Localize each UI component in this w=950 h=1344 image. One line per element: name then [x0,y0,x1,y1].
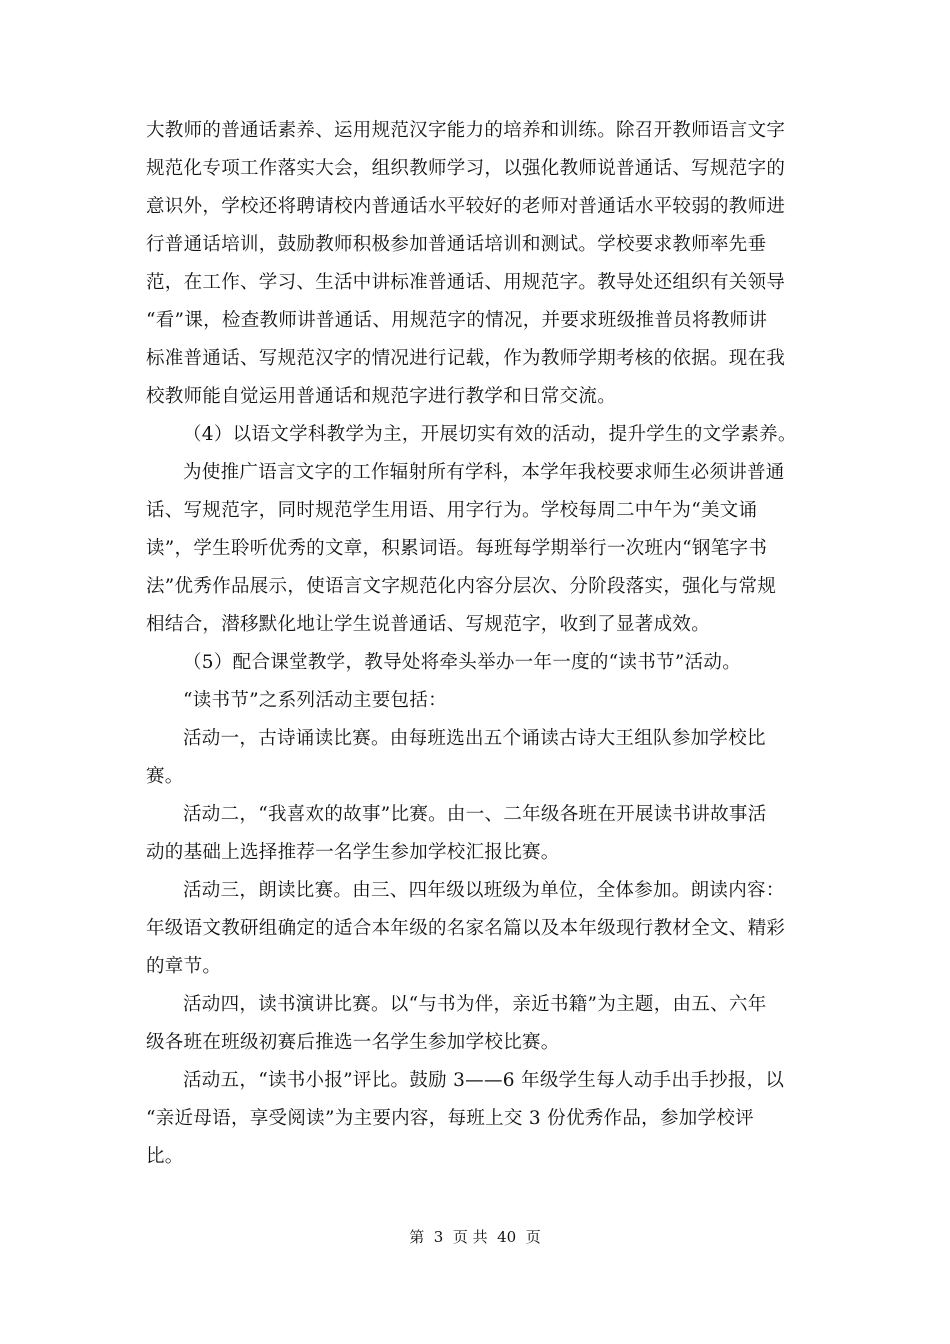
body-text-line: 级各班在班级初赛后推选一名学生参加学校比赛。 [146,1032,560,1053]
body-text-line: 比。 [146,1146,184,1167]
body-text-line: 大教师的普通话素养、运用规范汉字能力的培养和训练。除召开教师语言文字 [146,120,786,141]
body-text-line: 读”，学生聆听优秀的文章，积累词语。每班每学期举行一次班内“钢笔字书 [146,538,768,559]
section-heading-4: （4）以语文学科教学为主，开展切实有效的活动，提升学生的文学素养。 [183,424,797,445]
body-text-line: 赛。 [146,766,184,787]
body-text-line: 行普通话培训，鼓励教师积极参加普通话培训和测试。学校要求教师率先垂 [146,234,767,255]
body-text-line: 为使推广语言文字的工作辐射所有学科，本学年我校要求师生必须讲普通 [183,462,785,483]
body-text-line: 话、写规范字，同时规范学生用语、用字行为。学校每周二中午为“美文诵 [146,500,758,521]
body-text-line: 意识外，学校还将聘请校内普通话水平较好的老师对普通话水平较弱的教师进 [146,196,786,217]
page-number-footer: 第 3 页 共 40 页 [409,1228,541,1246]
body-text-line: 的章节。 [146,956,222,977]
body-text-line: 相结合，潜移默化地让学生说普通话、写规范字，收到了显著成效。 [146,614,711,635]
body-text-line: 标准普通话、写规范汉字的情况进行记载，作为教师学期考核的依据。现在我 [146,348,786,369]
body-text-line: 年级语文教研组确定的适合本年级的名家名篇以及本年级现行教材全文、精彩 [146,918,786,939]
activity-one-line: 活动一，古诗诵读比赛。由每班选出五个诵读古诗大王组队参加学校比 [183,728,766,749]
activity-five-line: 活动五，“读书小报”评比。鼓励 3——6 年级学生每人动手出手抄报，以 [183,1070,785,1091]
activity-four-line: 活动四，读书演讲比赛。以“与书为伴，亲近书籍”为主题，由五、六年 [183,994,767,1015]
body-text-line: “读书节”之系列活动主要包括： [183,690,447,711]
activity-three-line: 活动三，朗读比赛。由三、四年级以班级为单位，全体参加。朗读内容： [183,880,785,901]
activity-two-line: 活动二，“我喜欢的故事”比赛。由一、二年级各班在开展读书讲故事活 [183,804,767,825]
body-text-line: 规范化专项工作落实大会，组织教师学习，以强化教师说普通话、写规范字的 [146,158,786,179]
body-text-line: 动的基础上选择推荐一名学生参加学校汇报比赛。 [146,842,560,863]
body-text-line: 法”优秀作品展示，使语言文字规范化内容分层次、分阶段落实，强化与常规 [146,576,777,597]
body-text-line: “亲近母语，享受阅读”为主要内容，每班上交 3 份优秀作品，参加学校评 [146,1108,754,1129]
body-text-line: 校教师能自觉运用普通话和规范字进行教学和日常交流。 [146,386,617,407]
body-text-line: 范，在工作、学习、生活中讲标准普通话、用规范字。教导处还组织有关领导 [146,272,786,293]
section-heading-5: （5）配合课堂教学，教导处将牵头举办一年一度的“读书节”活动。 [183,652,741,673]
body-text-line: “看”课，检查教师讲普通话、用规范字的情况，并要求班级推普员将教师讲 [146,310,768,331]
